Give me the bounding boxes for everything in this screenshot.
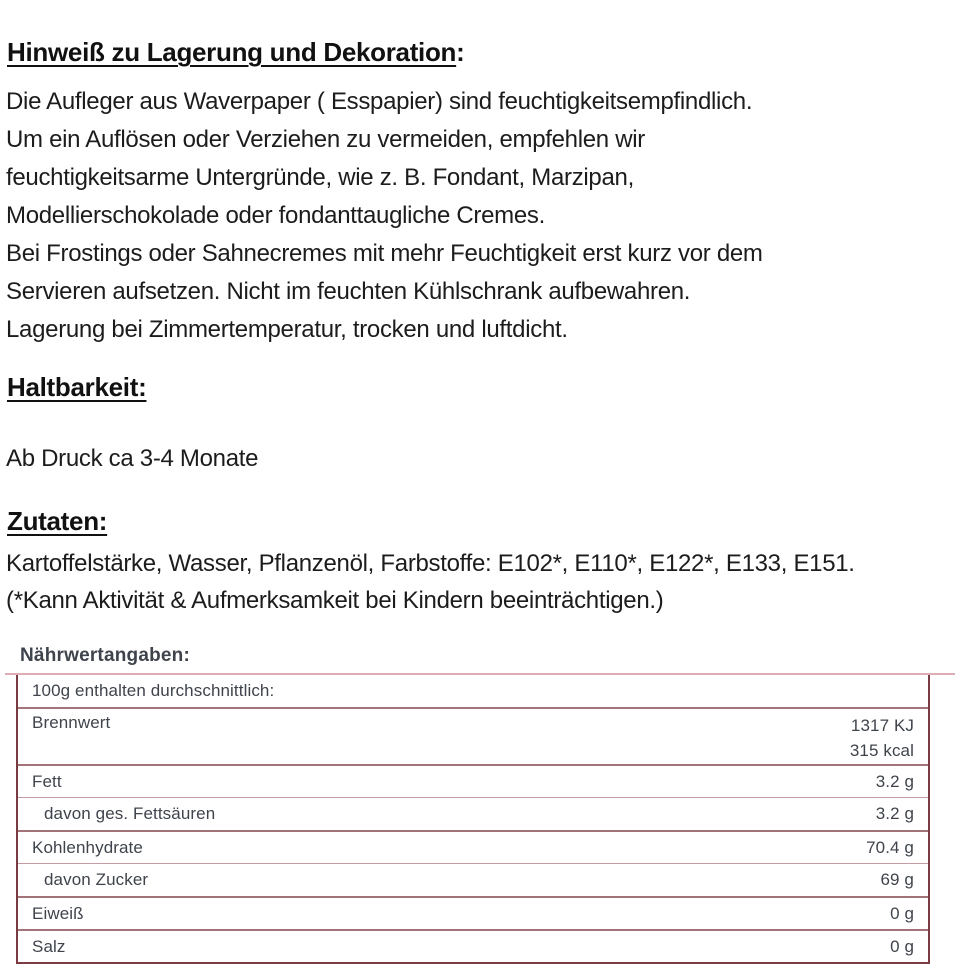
storage-line-5: Bei Frostings oder Sahnecremes mit mehr Feuchtigkeit erst kurz vor dem	[6, 240, 763, 267]
nutrition-row-brennwert	[18, 707, 928, 764]
nutrition-row-zucker	[18, 863, 928, 896]
nutrition-row-value	[850, 713, 914, 763]
nutrition-row-salz	[18, 929, 928, 962]
shelf-life-heading-text: Haltbarkeit:	[7, 372, 147, 402]
nutrition-row-value: 0 g	[890, 936, 914, 956]
nutrition-row-fett	[18, 764, 928, 797]
storage-line-3: feuchtigkeitsarme Untergründe, wie z. B. Fondant, Marzipan,	[6, 164, 634, 191]
storage-line-6: Servieren aufsetzen. Nicht im feuchten Kühlschrank aufbewahren.	[6, 278, 691, 305]
nutrition-row-label: Brennwert	[32, 713, 111, 732]
nutrition-row-label: Fett	[32, 771, 62, 791]
nutrition-row-label: Kohlenhydrate	[32, 837, 143, 857]
nutrition-row-value: 0 g	[890, 903, 914, 923]
nutrition-value-kj: 1317 KJ	[850, 716, 914, 735]
nutrition-table-header-row	[18, 675, 928, 707]
nutrition-row-value: 3.2 g	[875, 804, 914, 823]
storage-paragraph	[6, 83, 970, 349]
nutrition-row-value: 3.2 g	[875, 771, 914, 791]
ingredients-line-1: Kartoffelstärke, Wasser, Pflanzenöl, Farbstoffe: E102*, E110*, E122*, E133, E151.	[6, 550, 855, 577]
nutrition-row-label: Salz	[32, 936, 66, 956]
storage-line-1: Die Aufleger aus Waverpaper ( Esspapier) sind feuchtigkeitsempfindlich.	[6, 88, 753, 115]
nutrition-value-kcal: 315 kcal	[849, 741, 914, 760]
storage-line-7: Lagerung bei Zimmertemperatur, trocken und luftdicht.	[6, 316, 568, 343]
storage-line-2: Um ein Auflösen oder Verziehen zu vermeiden, empfehlen wir	[6, 126, 645, 153]
nutrition-row-eiweiss	[18, 896, 928, 929]
nutrition-row-value: 69 g	[880, 870, 914, 889]
nutrition-row-label: davon Zucker	[44, 870, 149, 889]
ingredients-line-2: (*Kann Aktivität & Aufmerksamkeit bei Kindern beeinträchtigen.)	[6, 587, 664, 614]
storage-heading-text: Hinweiß zu Lagerung und Dekoration	[7, 37, 457, 67]
storage-line-4: Modellierschokolade oder fondanttaugliche Cremes.	[6, 202, 545, 229]
nutrition-row-label: Eiweiß	[32, 903, 84, 923]
nutrition-title: Nährwertangaben:	[20, 645, 191, 666]
nutrition-row-kohlenhydrate	[18, 830, 928, 863]
storage-heading-colon: :	[456, 37, 465, 67]
ingredients-paragraph	[6, 545, 970, 619]
nutrition-row-value: 70.4 g	[866, 837, 914, 857]
ingredients-heading	[7, 505, 970, 537]
nutrition-row-label: davon ges. Fettsäuren	[44, 804, 216, 823]
nutrition-row-ges-fettsaeuren	[18, 797, 928, 830]
storage-heading	[7, 36, 970, 68]
shelf-life-text: Ab Druck ca 3-4 Monate	[6, 445, 259, 472]
ingredients-heading-text: Zutaten:	[7, 506, 108, 536]
nutrition-table-header-label: 100g enthalten durchschnittlich:	[32, 681, 275, 700]
shelf-life-heading	[7, 371, 970, 403]
nutrition-table	[16, 675, 930, 964]
